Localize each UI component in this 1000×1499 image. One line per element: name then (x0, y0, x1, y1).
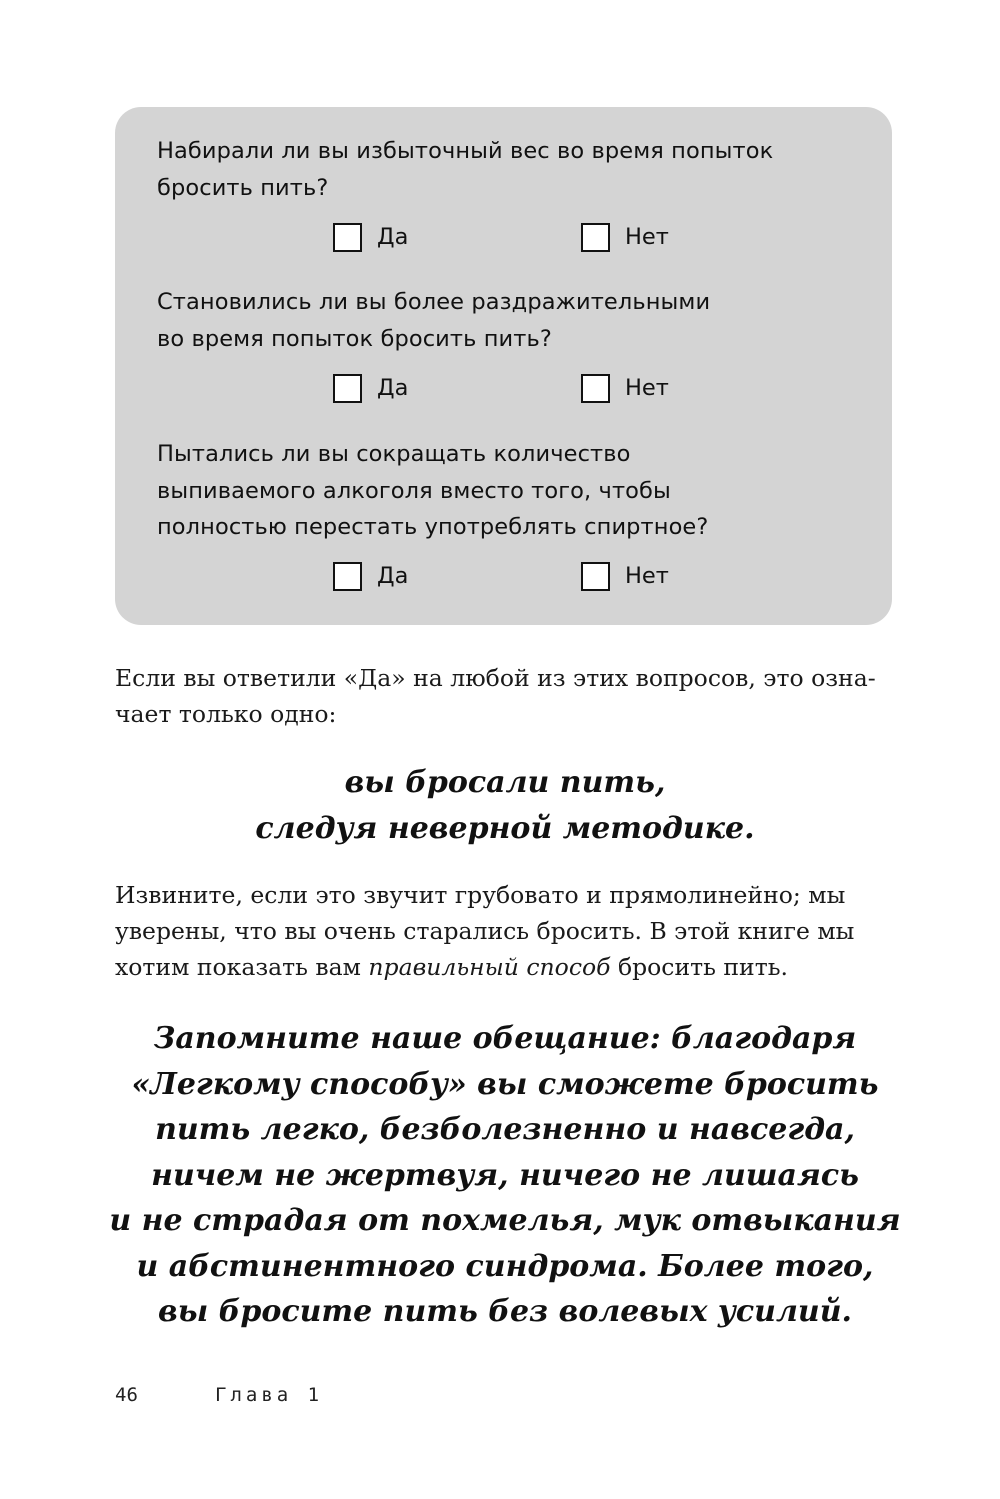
question-2-no-label: Нет (625, 375, 669, 401)
conclusion-heading (100, 760, 910, 852)
question-3-text: Пытались ли вы сокращать количество выпиваемого алкоголя вместо того, чтобы полностью перестать употреблять спиртное? (157, 441, 709, 540)
page-footer (115, 1380, 323, 1410)
chapter-label: Глава 1 (215, 1384, 324, 1406)
question-2-yes-label: Да (377, 375, 409, 401)
question-1-answers (115, 219, 892, 259)
conclusion-line-2: следуя неверной методике. (255, 811, 755, 846)
apology-paragraph-line-3 (115, 949, 895, 985)
question-1-no-option[interactable] (581, 219, 669, 255)
question-2-no-option[interactable] (581, 370, 669, 406)
question-1-yes-label: Да (377, 224, 409, 250)
page-number: 46 (115, 1384, 138, 1406)
promise-line-4: ничем не жертвуя, ничего не лишаясь (151, 1157, 859, 1193)
promise-block (100, 1016, 910, 1335)
promise-line-6: и абстинентного синдрома. Более того, (136, 1248, 874, 1284)
question-2-yes-option[interactable] (333, 370, 408, 406)
question-2-yes-checkbox[interactable] (333, 374, 362, 403)
conclusion-line-1: вы бросали пить, (344, 765, 666, 800)
promise-line-5: и не страдая от похмелья, мук отвыкания (109, 1203, 901, 1238)
question-1-yes-option[interactable] (333, 219, 408, 255)
question-1-yes-checkbox[interactable] (333, 223, 362, 252)
question-2-no-checkbox[interactable] (581, 374, 610, 403)
question-3-answers (115, 558, 892, 598)
question-3-no-option[interactable] (581, 558, 669, 594)
result-paragraph-line-2: чает только одно: (115, 700, 337, 728)
apology-paragraph-line-1: Извините, если это звучит грубовато и прямолинейно; мы (115, 881, 846, 909)
question-2-answers (115, 370, 892, 410)
question-1-no-checkbox[interactable] (581, 223, 610, 252)
promise-line-7: вы бросите пить без волевых усилий. (158, 1294, 852, 1329)
promise-line-1: Запомните наше обещание: благодаря (153, 1021, 857, 1056)
apology-paragraph (115, 877, 895, 985)
promise-line-2: «Легкому способу» вы сможете бросить (131, 1066, 879, 1102)
apology-text-italic: правильный способ (368, 953, 611, 981)
question-3-yes-checkbox[interactable] (333, 562, 362, 591)
question-3-no-label: Нет (625, 563, 669, 589)
result-paragraph-line-1: Если вы ответили «Да» на любой из этих вопросов, это озна- (115, 664, 876, 692)
apology-paragraph-line-2: уверены, что вы очень старались бросить. В этой книге мы (115, 917, 855, 945)
apology-text-before: хотим показать вам (115, 953, 369, 981)
promise-line-3: пить легко, безболезненно и навсегда, (155, 1112, 855, 1147)
question-3-yes-label: Да (377, 563, 409, 589)
question-1-no-label: Нет (625, 224, 669, 250)
question-1-text: Набирали ли вы избыточный вес во время попыток бросить пить? (157, 138, 774, 201)
question-3-yes-option[interactable] (333, 558, 408, 594)
question-3-no-checkbox[interactable] (581, 562, 610, 591)
quiz-box (115, 107, 892, 625)
result-paragraph (115, 660, 895, 732)
apology-text-after: бросить пить. (610, 953, 788, 981)
question-2-text: Становились ли вы более раздражительными во время попыток бросить пить? (157, 289, 711, 352)
